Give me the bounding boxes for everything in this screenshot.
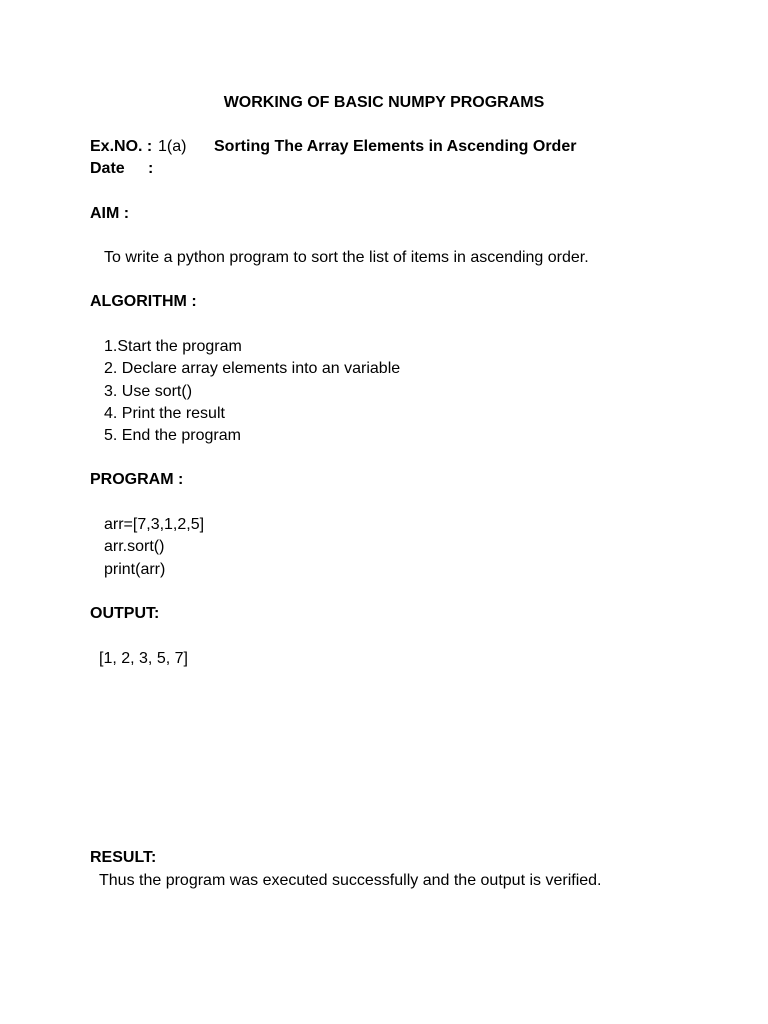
algorithm-step: 2. Declare array elements into an variable [104,360,401,378]
aim-text: To write a python program to sort the list of items in ascending order. [104,249,589,266]
exercise-heading: Sorting The Array Elements in Ascending Order [214,138,577,155]
output-text: [1, 2, 3, 5, 7] [99,650,188,667]
document-title: WORKING OF BASIC NUMPY PROGRAMS [223,94,545,111]
result-text: Thus the program was executed successfully and the output is verified. [99,872,602,889]
program-heading: PROGRAM : [90,471,184,488]
code-line: arr.sort() [104,538,165,556]
program-code-block [104,514,204,581]
result-heading: RESULT: [90,849,157,866]
algorithm-steps-list [104,336,400,447]
code-line: print(arr) [104,560,166,578]
aim-heading: AIM : [90,205,130,222]
algorithm-step: 4. Print the result [104,404,225,422]
algorithm-step: 3. Use sort() [104,382,193,400]
exercise-number-label: Ex.NO. : [90,138,153,155]
date-label: Date [90,160,125,177]
output-heading: OUTPUT: [90,605,160,622]
algorithm-heading: ALGORITHM : [90,293,197,310]
algorithm-step: 1.Start the program [104,338,242,355]
date-colon: : [148,160,154,177]
algorithm-step: 5. End the program [104,427,241,445]
exercise-number-value: 1(a) [158,138,187,155]
code-line: arr=[7,3,1,2,5] [104,516,205,533]
